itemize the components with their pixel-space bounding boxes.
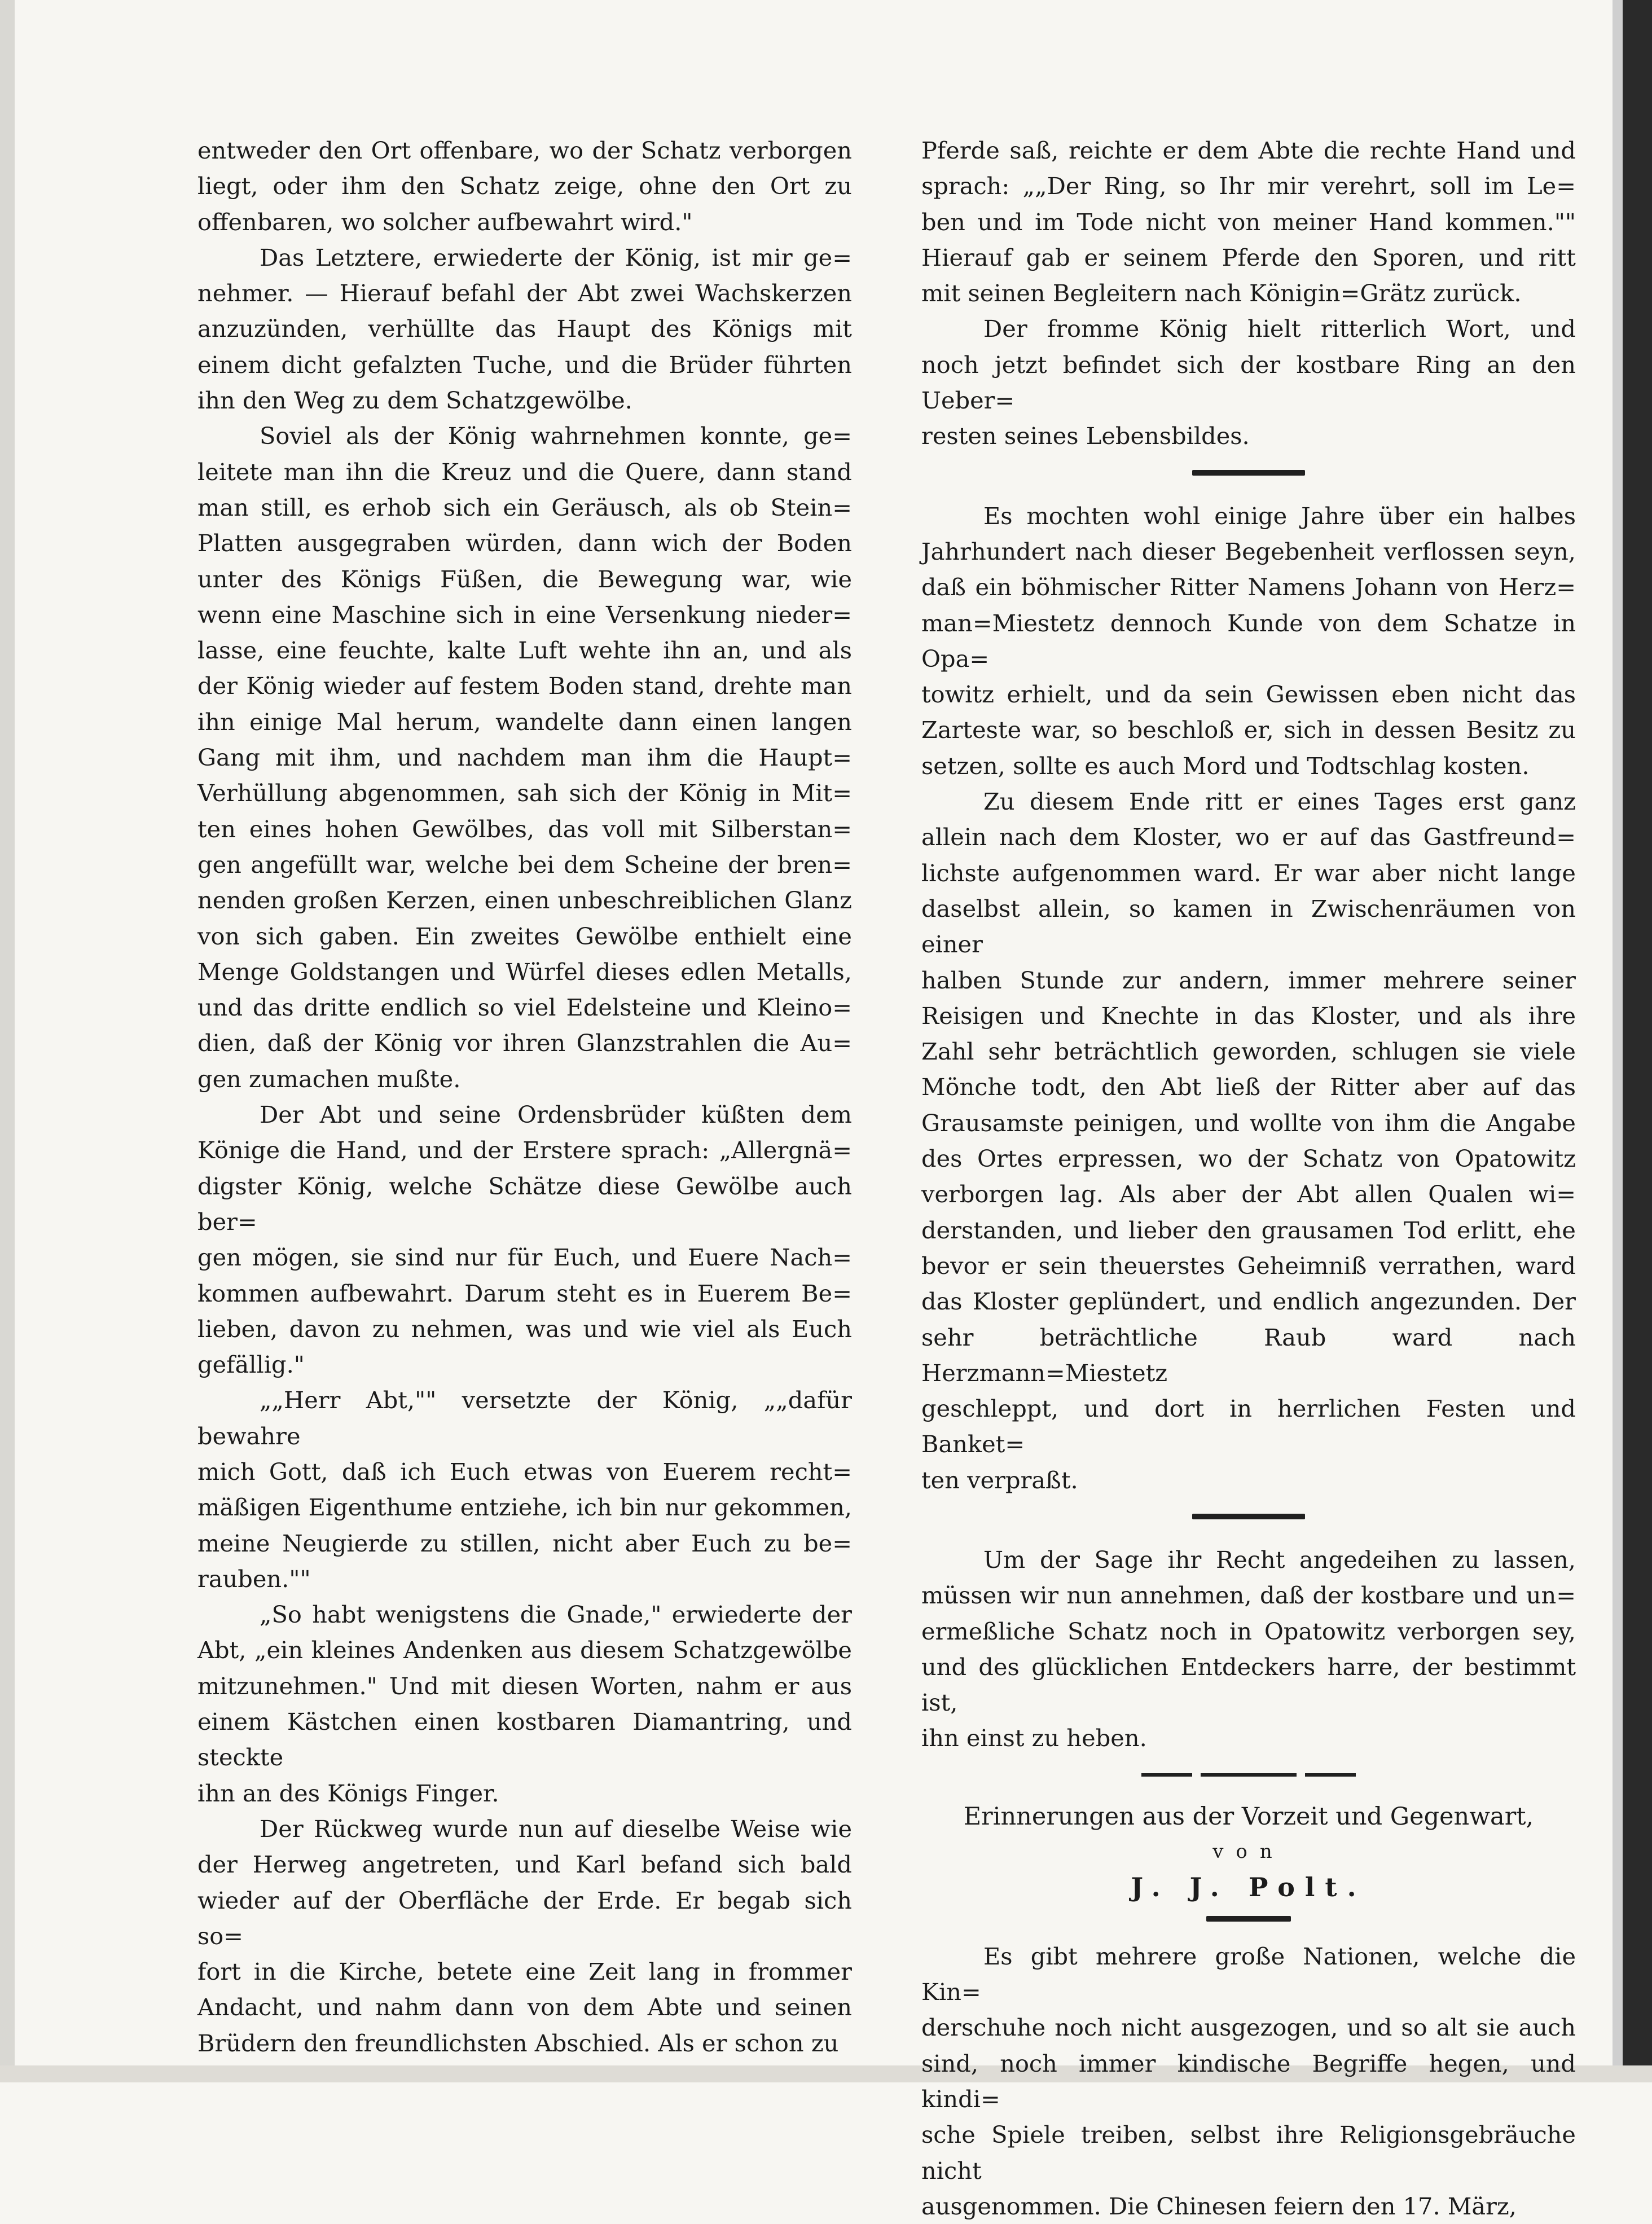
text-line: man still, es erhob sich ein Geräusch, als ob Stein= bbox=[197, 493, 852, 521]
text-line: geschleppt, und dort in herrlichen Festen und Banket= bbox=[921, 1395, 1576, 1458]
text-line: unter des Königs Füßen, die Bewegung war, wie bbox=[197, 565, 852, 593]
page-left-edge bbox=[0, 0, 15, 2082]
text-line: sche Spiele treiben, selbst ihre Religionsgebräuche nicht bbox=[921, 2121, 1576, 2185]
text-line: verborgen lag. Als aber der Abt allen Qualen wi= bbox=[921, 1180, 1576, 1208]
text-line: Menge Goldstangen und Würfel dieses edlen Metalls, bbox=[197, 957, 852, 986]
text-line: gen mögen, sie sind nur für Euch, und Euere Nach= bbox=[197, 1243, 852, 1272]
text-line: Soviel als der König wahrnehmen konnte, ge= bbox=[260, 422, 852, 450]
text-line: liegt, oder ihm den Schatz zeige, ohne den Ort zu bbox=[197, 172, 852, 200]
text-line: offenbaren, wo solcher aufbewahrt wird." bbox=[197, 208, 693, 236]
text-line: ben und im Tode nicht von meiner Hand kommen."" bbox=[921, 208, 1576, 236]
text-line: halben Stunde zur andern, immer mehrere seiner bbox=[921, 966, 1576, 994]
text-line: ihn den Weg zu dem Schatzgewölbe. bbox=[197, 386, 632, 415]
text-line: einem dicht gefalzten Tuche, und die Brüder führten bbox=[197, 350, 852, 379]
text-line: setzen, sollte es auch Mord und Todtschlag kosten. bbox=[921, 751, 1530, 780]
text-line: mäßigen Eigenthume entziehe, ich bin nur gekommen, bbox=[197, 1493, 852, 1522]
text-line: rauben."" bbox=[197, 1564, 311, 1593]
text-line: nehmer. — Hierauf befahl der Abt zwei Wachskerzen bbox=[197, 279, 852, 307]
article-author: J. J. Polt. bbox=[1131, 1871, 1367, 1902]
left-column-text bbox=[197, 133, 852, 2061]
text-line: wenn eine Maschine sich in eine Versenkung nieder= bbox=[197, 600, 852, 628]
text-line: Um der Sage ihr Recht angedeihen zu lassen, bbox=[983, 1545, 1576, 1573]
article-body bbox=[921, 1939, 1576, 2224]
text-line: lichste aufgenommen ward. Er war aber nicht lange bbox=[921, 859, 1576, 887]
text-line: bevor er sein theuerstes Geheimniß verrathen, ward bbox=[921, 1251, 1576, 1280]
text-line: dien, daß der König vor ihren Glanzstrahlen die Au= bbox=[197, 1029, 852, 1057]
text-line: Andacht, und nahm dann von dem Abte und seinen bbox=[197, 1993, 852, 2021]
text-line: daselbst allein, so kamen in Zwischenräumen von einer bbox=[921, 894, 1576, 959]
text-line: ten eines hohen Gewölbes, das voll mit Silberstan= bbox=[197, 815, 852, 843]
left-column bbox=[197, 133, 852, 2061]
text-line: Mönche todt, den Abt ließ der Ritter aber auf das bbox=[921, 1073, 1576, 1101]
text-line: ihn einst zu heben. bbox=[921, 1724, 1147, 1752]
text-line: Könige die Hand, und der Erstere sprach: „Allergnä= bbox=[197, 1136, 852, 1164]
text-line: digster König, welche Schätze diese Gewölbe auch ber= bbox=[197, 1172, 852, 1236]
text-line: Pferde saß, reichte er dem Abte die rechte Hand und bbox=[921, 137, 1576, 164]
text-line: entweder den Ort offenbare, wo der Schatz verborgen bbox=[197, 137, 852, 164]
text-line: des Ortes erpressen, wo der Schatz von Opatowitz bbox=[921, 1145, 1576, 1173]
text-line: einem Kästchen einen kostbaren Diamantring, und steckte bbox=[197, 1708, 852, 1772]
text-line: Hierauf gab er seinem Pferde den Sporen, und ritt bbox=[921, 243, 1576, 271]
story-ending bbox=[921, 133, 1576, 454]
text-line: towitz erhielt, und da sein Gewissen eben nicht das bbox=[921, 680, 1576, 709]
text-line: Es mochten wohl einige Jahre über ein halbes bbox=[983, 502, 1576, 530]
text-line: „So habt wenigstens die Gnade," erwiederte der bbox=[260, 1601, 852, 1629]
text-line: allein nach dem Kloster, wo er auf das Gastfreund= bbox=[921, 823, 1576, 851]
text-line: ten verpraßt. bbox=[921, 1466, 1078, 1494]
text-line: mich Gott, daß ich Euch etwas von Euerem recht= bbox=[197, 1457, 852, 1485]
text-line: Verhüllung abgenommen, sah sich der König in Mit= bbox=[197, 779, 852, 807]
text-line: gen angefüllt war, welche bei dem Scheine der bren= bbox=[197, 850, 852, 878]
article-byline-von: von bbox=[1212, 1840, 1285, 1863]
page-right-shadow bbox=[1613, 0, 1623, 2082]
text-line: gen zumachen mußte. bbox=[197, 1065, 461, 1093]
text-line: mit seinen Begleitern nach Königin=Grätz zurück. bbox=[921, 279, 1522, 307]
text-line: resten seines Lebensbildes. bbox=[921, 422, 1250, 450]
text-line: ermeßliche Schatz noch in Opatowitz verborgen sey, bbox=[921, 1617, 1576, 1645]
text-line: Das Letztere, erwiederte der König, ist mir ge= bbox=[260, 243, 852, 271]
scan-right-border bbox=[1623, 0, 1652, 2082]
text-line: und das dritte endlich so viel Edelsteine und Kleino= bbox=[197, 994, 852, 1022]
text-line: Gang mit ihm, und nachdem man ihm die Haupt= bbox=[197, 744, 852, 772]
text-line: Der Abt und seine Ordensbrüder küßten dem bbox=[260, 1101, 852, 1129]
text-line: fort in die Kirche, betete eine Zeit lang in frommer bbox=[197, 1958, 852, 1986]
text-line: man=Miestetz dennoch Kunde von dem Schatze in Opa= bbox=[921, 609, 1576, 673]
text-line: leitete man ihn die Kreuz und die Quere, dann stand bbox=[197, 458, 852, 486]
text-line: meine Neugierde zu stillen, nicht aber Euch zu be= bbox=[197, 1529, 852, 1557]
text-line: sehr beträchtliche Raub ward nach Herzmann=Miestetz bbox=[921, 1323, 1576, 1387]
text-line: gefällig." bbox=[197, 1351, 305, 1379]
text-line: kommen aufbewahrt. Darum steht es in Euerem Be= bbox=[197, 1279, 852, 1307]
text-line: müssen wir nun annehmen, daß der kostbare und un= bbox=[921, 1581, 1576, 1610]
text-line: ihn einige Mal herum, wandelte dann einen langen bbox=[197, 707, 852, 736]
text-line: ausgenommen. Die Chinesen feiern den 17. März, bbox=[921, 2192, 1517, 2220]
text-line: und des glücklichen Entdeckers harre, der bestimmt ist, bbox=[921, 1652, 1576, 1717]
text-line: noch jetzt befindet sich der kostbare Ring an den Ueber= bbox=[921, 350, 1576, 415]
text-line: derschuhe noch nicht ausgezogen, und so alt sie auch bbox=[921, 2014, 1576, 2042]
text-line: Zu diesem Ende ritt er eines Tages erst ganz bbox=[983, 788, 1576, 816]
text-line: Jahrhundert nach dieser Begebenheit verflossen seyn, bbox=[921, 537, 1576, 565]
text-line: lasse, eine feuchte, kalte Luft wehte ihn an, und als bbox=[197, 636, 852, 665]
text-line: Der Rückweg wurde nun auf dieselbe Weise wie bbox=[260, 1814, 852, 1843]
text-line: derstanden, und lieber den grausamen Tod erlitt, ehe bbox=[921, 1216, 1576, 1244]
text-line: der Herweg angetreten, und Karl befand sich bald bbox=[197, 1851, 852, 1879]
story-sequel bbox=[921, 498, 1576, 1498]
section-rule-2 bbox=[1192, 1514, 1305, 1519]
text-line: Brüdern den freundlichsten Abschied. Als er schon zu bbox=[197, 2029, 839, 2057]
text-line: Grausamste peinigen, und wollte von ihm die Angabe bbox=[921, 1109, 1576, 1137]
text-line: Zarteste war, so beschloß er, sich in dessen Besitz zu bbox=[921, 716, 1576, 744]
text-line: Platten ausgegraben würden, dann wich der Boden bbox=[197, 529, 852, 557]
text-line: ihn an des Königs Finger. bbox=[197, 1779, 499, 1807]
text-line: Zahl sehr beträchtlich geworden, schlugen sie viele bbox=[921, 1038, 1576, 1066]
text-line: mitzunehmen." Und mit diesen Worten, nahm er aus bbox=[197, 1672, 852, 1700]
text-line: lieben, davon zu nehmen, was und wie viel als Euch bbox=[197, 1315, 852, 1343]
text-line: von sich gaben. Ein zweites Gewölbe enthielt eine bbox=[197, 922, 852, 950]
section-rule-1 bbox=[1192, 470, 1305, 476]
text-line: nenden großen Kerzen, einen unbeschreiblichen Glanz bbox=[197, 886, 852, 915]
text-line: Der fromme König hielt ritterlich Wort, und bbox=[983, 315, 1576, 343]
text-line: das Kloster geplündert, und endlich angezunden. Der bbox=[921, 1287, 1576, 1316]
dashed-divider bbox=[1141, 1773, 1356, 1777]
text-line: „„Herr Abt,"" versetzte der König, „„dafür bewahre bbox=[197, 1386, 852, 1450]
text-line: anzuzünden, verhüllte das Haupt des Königs mit bbox=[197, 315, 852, 343]
title-rule bbox=[1206, 1916, 1291, 1922]
text-line: Abt, „ein kleines Andenken aus diesem Schatzgewölbe bbox=[197, 1636, 852, 1664]
text-line: der König wieder auf festem Boden stand, drehte man bbox=[197, 672, 852, 700]
story-epilogue bbox=[921, 1542, 1576, 1756]
text-line: Reisigen und Knechte in das Kloster, und als ihre bbox=[921, 1001, 1576, 1030]
text-line: daß ein böhmischer Ritter Namens Johann von Herz= bbox=[921, 573, 1576, 601]
text-line: sind, noch immer kindische Begriffe hegen, und kindi= bbox=[921, 2049, 1576, 2113]
text-line: sprach: „„Der Ring, so Ihr mir verehrt, soll im Le= bbox=[921, 172, 1576, 200]
text-line: Es gibt mehrere große Nationen, welche die Kin= bbox=[921, 1942, 1576, 2006]
text-line: wieder auf der Oberfläche der Erde. Er begab sich so= bbox=[197, 1886, 852, 1950]
right-column bbox=[921, 133, 1576, 2224]
article-title: Erinnerungen aus der Vorzeit und Gegenwart, bbox=[963, 1802, 1534, 1831]
